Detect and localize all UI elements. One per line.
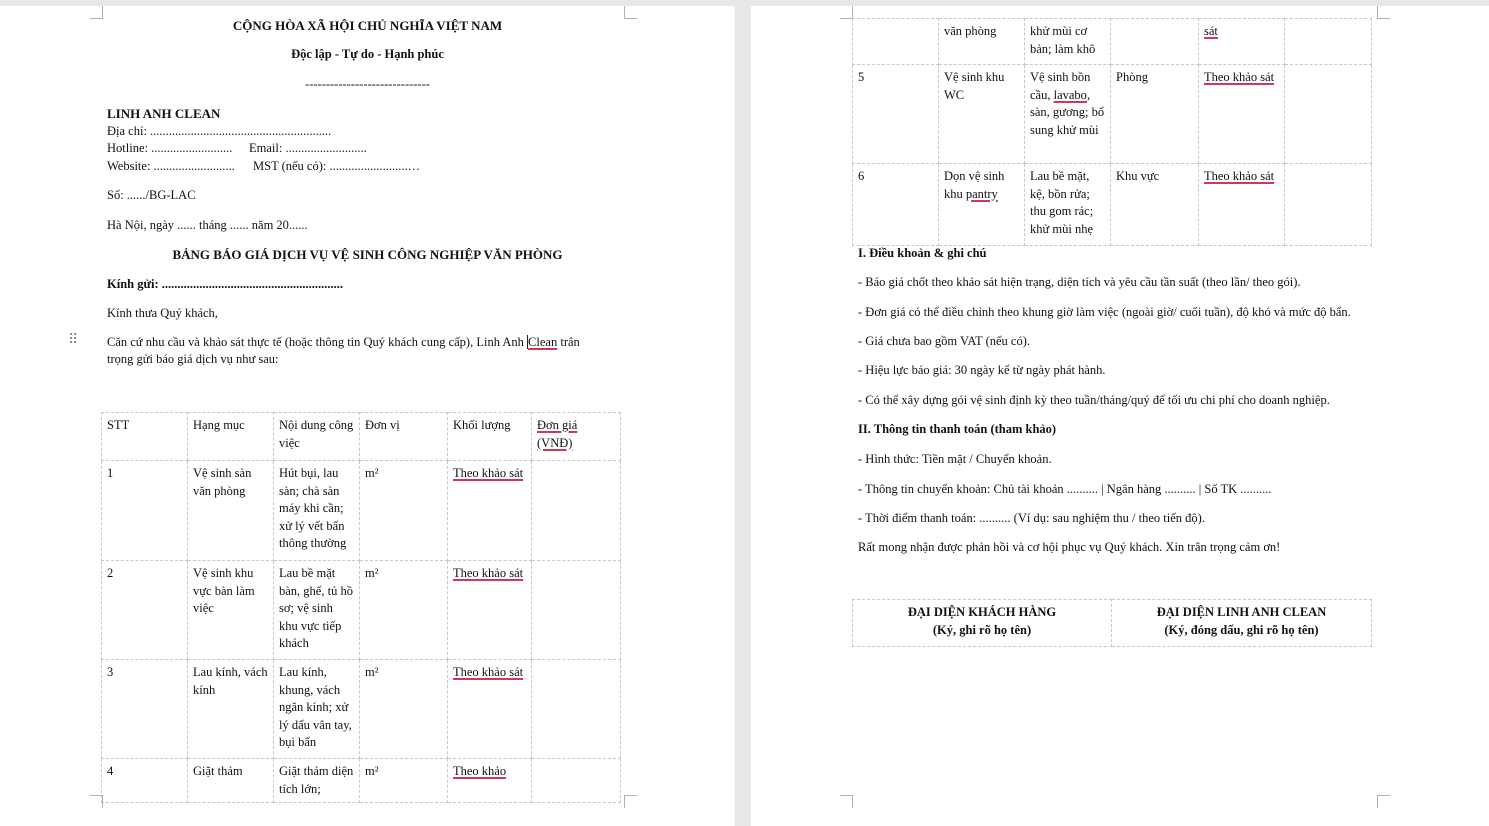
cell-content: khử mùi cơ bản; làm khô [1025, 19, 1111, 65]
crop-mark [1377, 6, 1390, 19]
cell-quantity: Theo khảo sát [448, 660, 532, 759]
company-name: LINH ANH CLEAN [107, 106, 221, 121]
greeting: Kính thưa Quý khách, [107, 306, 218, 320]
payment-heading: II. Thông tin thanh toán (tham khảo) [858, 422, 1057, 436]
cell-stt: 1 [102, 461, 188, 561]
company-hotline: Hotline: .......................... [107, 141, 233, 155]
document-page-2[interactable] [751, 6, 1489, 826]
cell-unit: Khu vực [1111, 164, 1199, 246]
price-table [101, 412, 621, 803]
recipient-line: Kính gửi: .......................................................... [107, 277, 343, 291]
terms-heading: I. Điều khoản & ghi chú [858, 246, 987, 260]
intro-paragraph-line-2: trọng gửi báo giá dịch vụ như sau: [107, 352, 279, 366]
company-signature-note: (Ký, đóng dấu, ghi rõ họ tên) [1164, 622, 1319, 637]
cell-stt: 3 [102, 660, 188, 759]
cell-stt: 6 [853, 164, 939, 246]
cell-stt: 4 [102, 759, 188, 803]
document-title: BẢNG BÁO GIÁ DỊCH VỤ VỆ SINH CÔNG NGHIỆP VĂN PHÒNG [172, 247, 563, 262]
cell-price [532, 561, 621, 660]
header-cell-stt: STT [102, 413, 188, 461]
payment-item: - Hình thức: Tiền mặt / Chuyển khoản. [858, 452, 1052, 466]
cell-item: văn phòng [939, 19, 1025, 65]
company-email: Email: .......................... [249, 141, 367, 155]
table-row [102, 759, 621, 803]
cell-unit [1111, 19, 1199, 65]
cell-content: Lau bề mặt, kệ, bồn rửa; thu gom rác; khử mùi nhẹ [1025, 164, 1111, 246]
customer-signature-title: ĐẠI DIỆN KHÁCH HÀNG [907, 605, 1057, 619]
cell-unit: m² [360, 759, 448, 803]
document-date: Hà Nội, ngày ...... tháng ...... năm 20...... [107, 218, 308, 232]
table-header-row [102, 413, 621, 461]
terms-item: - Đơn giá có thể điều chỉnh theo khung giờ làm việc (ngoài giờ/ cuối tuần), độ khó và mức độ bẩn. [858, 305, 1351, 319]
terms-item: - Báo giá chốt theo khảo sát hiện trạng, diện tích và yêu cầu tần suất (theo lần/ theo gói). [858, 275, 1301, 289]
table-row [853, 65, 1372, 164]
table-row [853, 164, 1372, 246]
header-cell-item: Hạng mục [188, 413, 274, 461]
header-divider: ------------------------------ [305, 77, 430, 91]
document-page-1[interactable] [0, 6, 735, 826]
cell-content: Giặt thảm diện tích lớn; [274, 759, 360, 803]
signature-row [853, 600, 1372, 647]
payment-item: - Thời điểm thanh toán: .......... (Ví dụ: sau nghiệm thu / theo tiến độ). [858, 511, 1205, 525]
cell-price [1285, 164, 1372, 246]
cell-quantity: Theo khảo sát [1199, 65, 1285, 164]
company-tax-code: MST (nếu có): .........................… [253, 159, 421, 173]
cell-content: Hút bụi, lau sàn; chà sàn máy khi cần; xử lý vết bẩn thông thường [274, 461, 360, 561]
cell-unit: m² [360, 561, 448, 660]
terms-item: - Giá chưa bao gồm VAT (nếu có). [858, 334, 1031, 348]
cell-quantity: Theo khảo sát [1199, 164, 1285, 246]
document-number: Số: ....../BG-LAC [107, 188, 196, 202]
table-row [102, 461, 621, 561]
drag-handle-icon[interactable]: ⠿ [68, 333, 78, 348]
cell-stt [853, 19, 939, 65]
crop-mark [1377, 795, 1390, 808]
intro-paragraph-line-1: Căn cứ nhu cầu và khảo sát thực tế (hoặc thông tin Quý khách cung cấp), Linh Anh Clean trân [107, 335, 580, 349]
cell-item: Giặt thảm [188, 759, 274, 803]
cell-unit: m² [360, 660, 448, 759]
table-row [102, 561, 621, 660]
payment-item: - Thông tin chuyển khoản: Chủ tài khoản .......... | Ngân hàng .......... | Số TK .......... [858, 482, 1272, 496]
motto: Độc lập - Tự do - Hạnh phúc [291, 47, 444, 61]
cell-price [1285, 19, 1372, 65]
company-website: Website: .......................... [107, 159, 235, 173]
crop-mark [624, 795, 637, 808]
customer-signature-block [853, 600, 1112, 647]
cell-price [1285, 65, 1372, 164]
cell-quantity: sát [1199, 19, 1285, 65]
table-row [102, 660, 621, 759]
customer-signature-note: (Ký, ghi rõ họ tên) [932, 622, 1032, 637]
cell-quantity: Theo khảo sát [448, 561, 532, 660]
header-cell-unit: Đơn vị [360, 413, 448, 461]
spellcheck-word[interactable]: Clean [528, 335, 558, 349]
header-cell-quantity: Khối lượng [448, 413, 532, 461]
signature-table [852, 599, 1372, 647]
cell-quantity: Theo khảo sát [448, 461, 532, 561]
crop-mark [840, 795, 853, 808]
company-signature-block [1112, 600, 1372, 647]
cell-quantity: Theo khảo [448, 759, 532, 803]
cell-content: Lau kính, khung, vách ngăn kính; xử lý dấu vân tay, bụi bẩn [274, 660, 360, 759]
company-signature-title: ĐẠI DIỆN LINH ANH CLEAN [1156, 605, 1327, 619]
cell-item: Lau kính, vách kính [188, 660, 274, 759]
nation-heading: CỘNG HÒA XÃ HỘI CHỦ NGHĨA VIỆT NAM [232, 18, 503, 33]
cell-item: Vệ sinh khu WC [939, 65, 1025, 164]
terms-item: - Có thể xây dựng gói vệ sinh định kỳ theo tuần/tháng/quý để tối ưu chi phí cho doanh nghiệp. [858, 393, 1330, 407]
table-row [853, 19, 1372, 65]
cell-price [532, 461, 621, 561]
cell-item: Vệ sinh khu vực bàn làm việc [188, 561, 274, 660]
company-address: Địa chỉ: .......................................................... [107, 124, 332, 138]
cell-unit: Phòng [1111, 65, 1199, 164]
crop-mark [90, 795, 103, 808]
price-table-continued [852, 18, 1372, 246]
cell-item: Dọn vệ sinh khu pantry [939, 164, 1025, 246]
cell-price [532, 759, 621, 803]
cell-item: Vệ sinh sàn văn phòng [188, 461, 274, 561]
cell-stt: 2 [102, 561, 188, 660]
closing-sentence: Rất mong nhận được phản hồi và cơ hội phục vụ Quý khách. Xin trân trọng cảm ơn! [858, 540, 1281, 554]
cell-unit: m² [360, 461, 448, 561]
terms-item: - Hiệu lực báo giá: 30 ngày kể từ ngày phát hành. [858, 363, 1106, 377]
header-cell-price: Đơn giá (VNĐ) [532, 413, 621, 461]
cell-price [532, 660, 621, 759]
cell-content: Vệ sinh bồn cầu, lavabo, sàn, gương; bổ sung khử mùi [1025, 65, 1111, 164]
cell-stt: 5 [853, 65, 939, 164]
header-cell-content: Nội dung công việc [274, 413, 360, 461]
cell-content: Lau bề mặt bàn, ghế, tủ hồ sơ; vệ sinh khu vực tiếp khách [274, 561, 360, 660]
